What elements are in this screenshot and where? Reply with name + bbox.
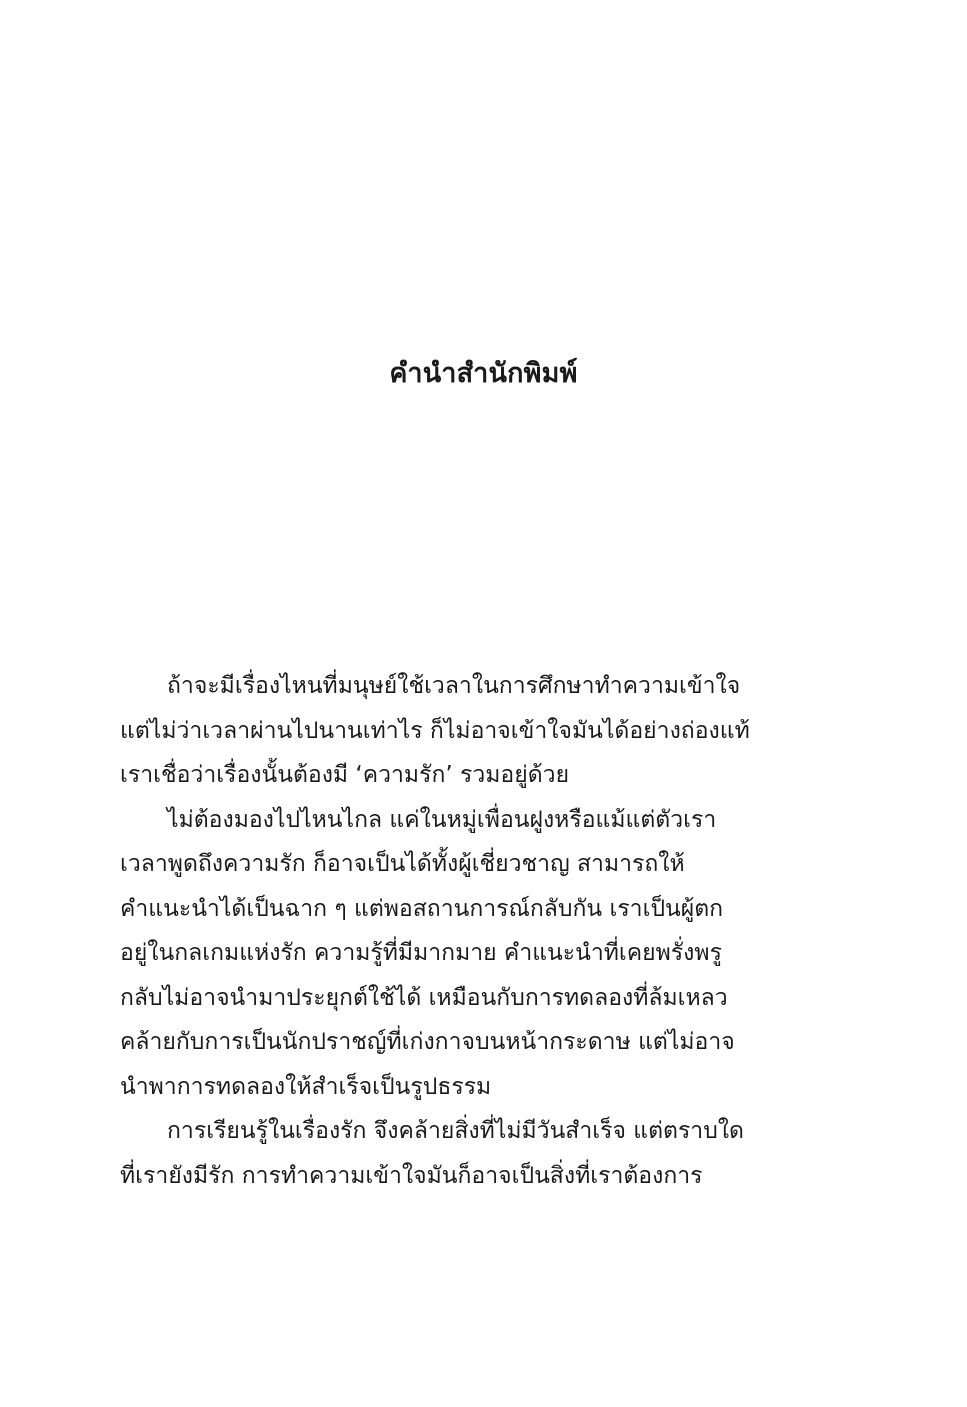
paragraph-3-line-1: การเรียนรู้ในเรื่องรัก จึงคล้ายสิ่งที่ไม่มีวันสำเร็จ แต่ตราบใด [167, 1118, 744, 1144]
paragraph-1-line-3: เราเชื่อว่าเรื่องนั้นต้องมี ‘ความรัก’ รวมอยู่ด้วย [120, 762, 570, 788]
paragraph-3-line-2: ที่เรายังมีรัก การทำความเข้าใจมันก็อาจเป็นสิ่งที่เราต้องการ [120, 1162, 703, 1189]
page-title: คำนำสำนักพิมพ์ [389, 358, 578, 389]
paragraph-2-line-6: คล้ายกับการเป็นนักปราชญ์ที่เก่งกาจบนหน้ากระดาษ แต่ไม่อาจ [120, 1029, 735, 1055]
paragraph-2-line-5: กลับไม่อาจนำมาประยุกต์ใช้ได้ เหมือนกับการทดลองที่ล้มเหลว [120, 984, 728, 1011]
paragraph-2-line-4: อยู่ในกลเกมแห่งรัก ความรู้ที่มีมากมาย คำแนะนำที่เคยพรั่งพรู [120, 940, 722, 966]
preface-body [120, 664, 784, 1198]
paragraph-2-line-2: เวลาพูดถึงความรัก ก็อาจเป็นได้ทั้งผู้เชี่ยวชาญ สามารถให้ [120, 851, 685, 877]
paragraph-2-line-1: ไม่ต้องมองไปไหนไกล แค่ในหมู่เพื่อนฝูงหรือแม้แต่ตัวเรา [167, 806, 717, 833]
paragraph-1-line-1: ถ้าจะมีเรื่องไหนที่มนุษย์ใช้เวลาในการศึกษาทำความเข้าใจ [167, 673, 741, 699]
paragraph-1-line-2: แต่ไม่ว่าเวลาผ่านไปนานเท่าไร ก็ไม่อาจเข้าใจมันได้อย่างถ่องแท้ [120, 717, 750, 744]
paragraph-2-line-7: นำพาการทดลองให้สำเร็จเป็นรูปธรรม [120, 1073, 492, 1100]
paragraph-2-line-3: คำแนะนำได้เป็นฉาก ๆ แต่พอสถานการณ์กลับกัน เราเป็นผู้ตก [120, 895, 724, 922]
